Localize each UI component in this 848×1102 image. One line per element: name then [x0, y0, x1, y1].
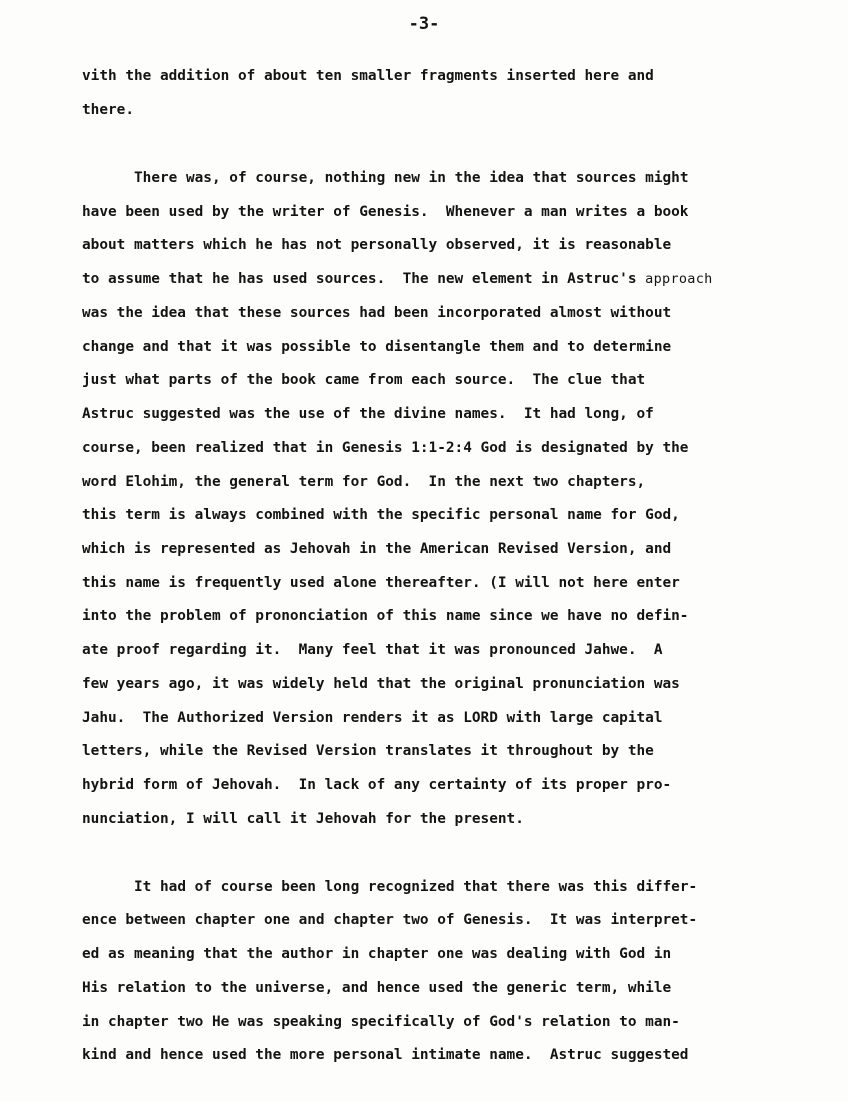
text-line: this term is always combined with the specific personal name for God, [82, 507, 680, 523]
text-line [82, 269, 713, 289]
text-line: nunciation, I will call it Jehovah for the present. [82, 811, 524, 827]
text-line: kind and hence used the more personal intimate name. Astruc suggested [82, 1047, 689, 1063]
text-line: ed as meaning that the author in chapter one was dealing with God in [82, 946, 672, 962]
text-line: letters, while the Revised Version translates it throughout by the [82, 743, 654, 759]
text-line: in chapter two He was speaking specifically of God's relation to man- [82, 1014, 680, 1030]
text-line: word Elohim, the general term for God. In the next two chapters, [82, 474, 646, 490]
text-line: have been used by the writer of Genesis. Whenever a man writes a book [82, 204, 689, 220]
text-line: was the idea that these sources had been incorporated almost without [82, 305, 672, 321]
text-line: His relation to the universe, and hence used the generic term, while [82, 980, 672, 996]
text-line: Astruc suggested was the use of the divine names. It had long, of [82, 406, 654, 422]
text-line: just what parts of the book came from each source. The clue that [82, 372, 646, 388]
text-line: vith the addition of about ten smaller fragments inserted here and [82, 68, 654, 84]
text-line: this name is frequently used alone thereafter. (I will not here enter [82, 575, 680, 591]
text-line: there. [82, 102, 134, 118]
text-line: into the problem of prononciation of this name since we have no defin- [82, 608, 689, 624]
paragraph-first-line: There was, of course, nothing new in the idea that sources might [134, 170, 689, 186]
text-line: ate proof regarding it. Many feel that it was pronounced Jahwe. A [82, 642, 663, 658]
paragraph-first-line: It had of course been long recognized that there was this differ- [134, 879, 698, 895]
text-line: ence between chapter one and chapter two of Genesis. It was interpret- [82, 912, 698, 928]
page-number: -3- [408, 14, 440, 34]
text-line: which is represented as Jehovah in the American Revised Version, and [82, 541, 672, 557]
text-line: few years ago, it was widely held that the original pronunciation was [82, 676, 680, 692]
text-line: course, been realized that in Genesis 1:1-2:4 God is designated by the [82, 440, 689, 456]
inserted-word: approach [645, 271, 713, 287]
text-line: change and that it was possible to disentangle them and to determine [82, 339, 672, 355]
text-line-body: to assume that he has used sources. The new element in Astruc's [82, 271, 637, 287]
text-line: hybrid form of Jehovah. In lack of any certainty of its proper pro- [82, 777, 672, 793]
text-line: about matters which he has not personally observed, it is reasonable [82, 237, 672, 253]
text-line: Jahu. The Authorized Version renders it as LORD with large capital [82, 710, 663, 726]
